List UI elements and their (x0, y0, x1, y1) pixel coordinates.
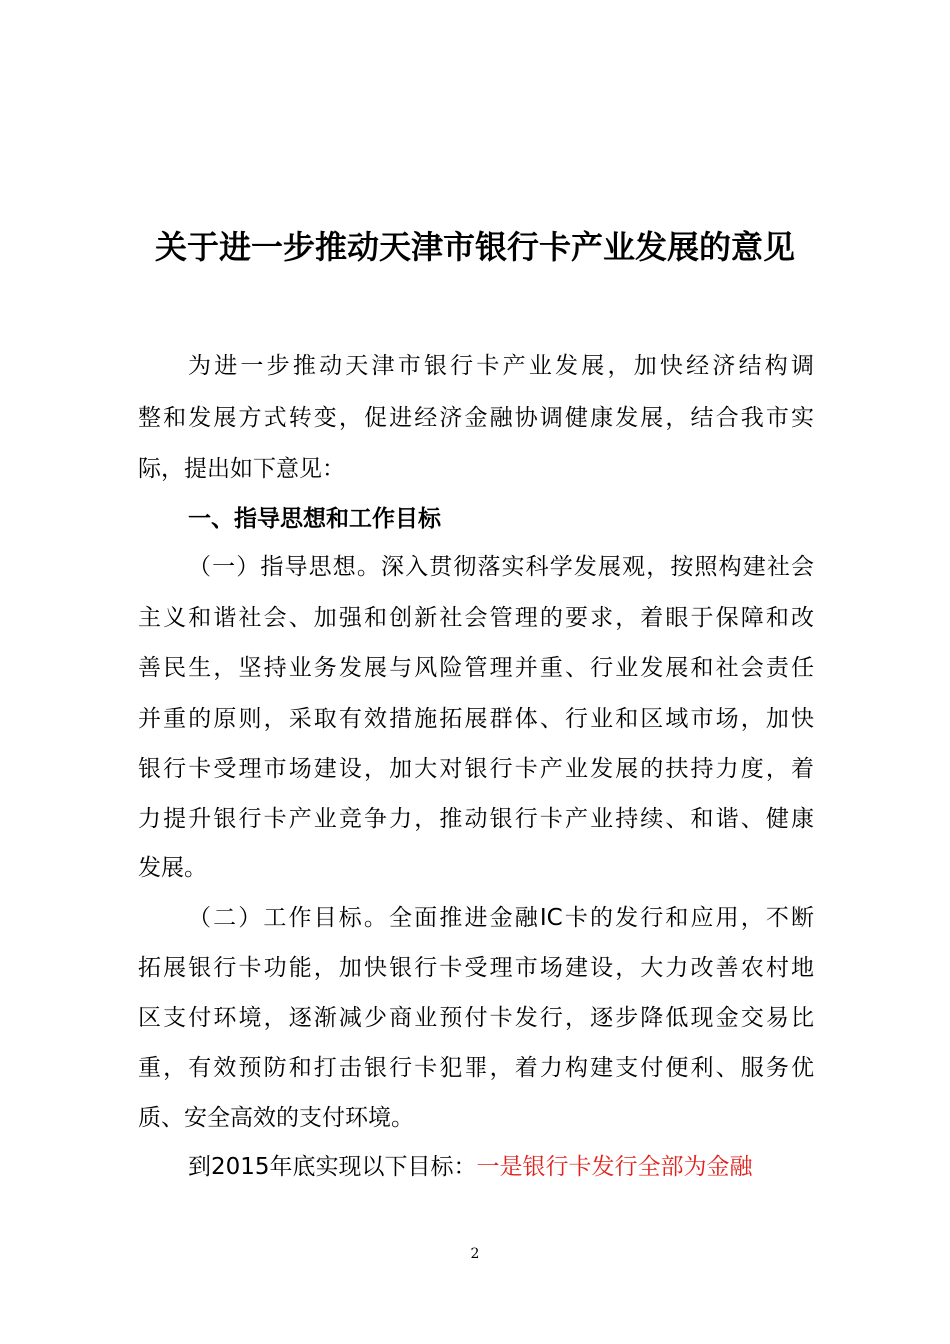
document-title: 关于进一步推动天津市银行卡产业发展的意见 (154, 228, 795, 266)
paragraph-line: 拓展银行卡功能，加快银行卡受理市场建设，大力改善农村地 (138, 955, 814, 981)
highlighted-target-text: 一是银行卡发行全部为金融 (476, 1154, 753, 1180)
intro-line: 整和发展方式转变，促进经济金融协调健康发展，结合我市实 (138, 405, 814, 431)
paragraph-line (188, 1152, 753, 1182)
paragraph-line: 主义和谐社会、加强和创新社会管理的要求，着眼于保障和改 (138, 605, 814, 631)
paragraph-line: 并重的原则，采取有效措施拓展群体、行业和区域市场，加快 (138, 706, 814, 732)
paragraph-line: 银行卡受理市场建设，加大对银行卡产业发展的扶持力度，着 (138, 756, 814, 782)
paragraph-line: （二）工作目标。全面推进金融IC卡的发行和应用，不断 (188, 905, 814, 931)
intro-line: 际，提出如下意见： (138, 456, 345, 482)
section-heading: 一、指导思想和工作目标 (188, 506, 441, 532)
target-intro-text: 到2015年底实现以下目标： (188, 1154, 477, 1180)
page-number: 2 (470, 1246, 480, 1262)
paragraph-line: （一）指导思想。深入贯彻落实科学发展观，按照构建社会 (188, 554, 814, 580)
paragraph-line: 重，有效预防和打击银行卡犯罪，着力构建支付便利、服务优 (138, 1055, 814, 1081)
paragraph-line: 力提升银行卡产业竞争力，推动银行卡产业持续、和谐、健康 (138, 806, 814, 832)
paragraph-line: 质、安全高效的支付环境。 (138, 1105, 414, 1131)
paragraph-line: 发展。 (138, 855, 207, 881)
paragraph-line: 善民生，坚持业务发展与风险管理并重、行业发展和社会责任 (138, 655, 814, 681)
intro-line: 为进一步推动天津市银行卡产业发展，加快经济结构调 (188, 353, 814, 379)
paragraph-line: 区支付环境，逐渐减少商业预付卡发行，逐步降低现金交易比 (138, 1005, 814, 1031)
